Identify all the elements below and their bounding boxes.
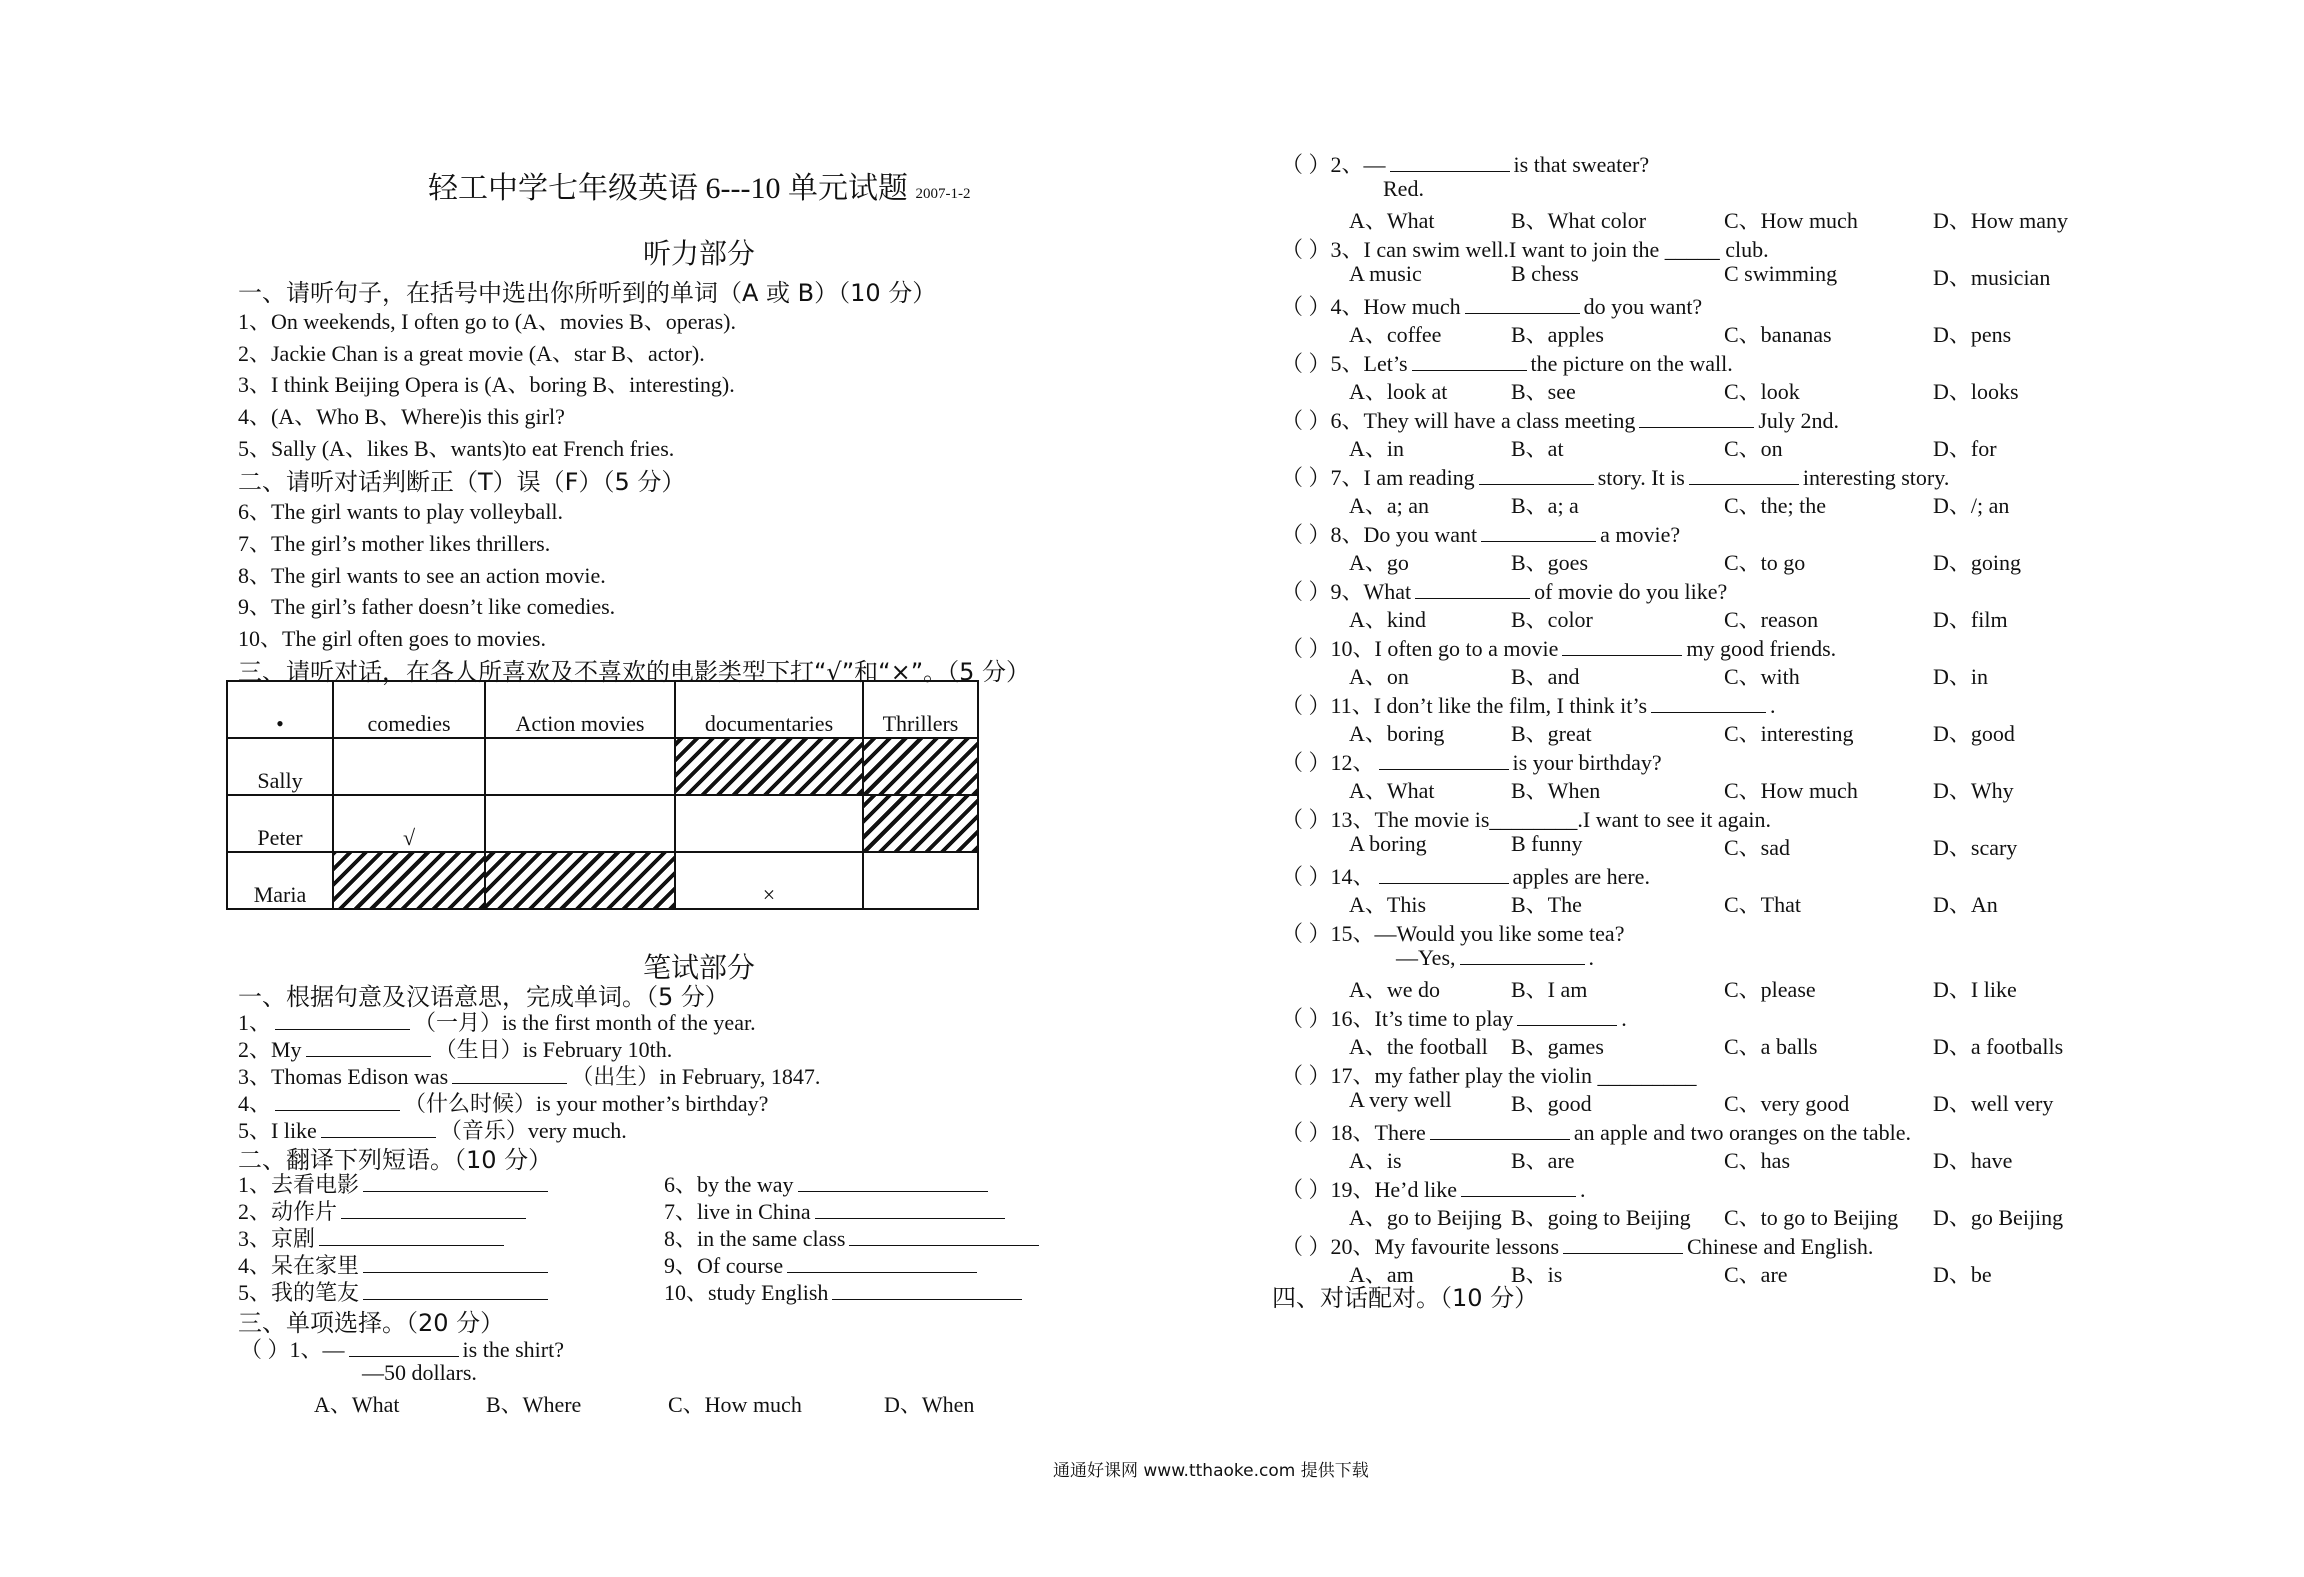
writing-section-title: 笔试部分 <box>643 951 756 984</box>
answer-blank[interactable] <box>306 1038 431 1057</box>
answer-blank[interactable] <box>832 1281 1022 1300</box>
option[interactable]: A、in <box>1349 436 1405 461</box>
option[interactable]: B、color <box>1511 607 1593 632</box>
fill-post: （音乐）very much. <box>439 1118 627 1143</box>
question-subline: —Yes, . <box>1396 945 1595 970</box>
answer-blank[interactable] <box>815 1200 1005 1219</box>
answer-bracket[interactable]: （ ） <box>1281 522 1331 547</box>
translate-prompt: 1、去看电影 <box>238 1172 360 1197</box>
mc-question-8 <box>1281 518 1680 549</box>
option[interactable]: C、interesting <box>1724 721 1854 746</box>
answer-blank[interactable] <box>1465 295 1580 314</box>
question-stem: 15、—Would you like some tea? <box>1330 921 1625 946</box>
question-stem: July 2nd. <box>1758 408 1840 433</box>
option[interactable]: D、looks <box>1933 379 2019 404</box>
option[interactable]: A、go to Beijing <box>1349 1205 1502 1230</box>
mc-question-20 <box>1281 1230 1873 1261</box>
answer-blank[interactable] <box>1379 751 1509 770</box>
answer-blank[interactable] <box>349 1338 459 1357</box>
answer-blank[interactable] <box>1651 694 1766 713</box>
translate-prompt: 7、live in China <box>664 1199 811 1224</box>
option[interactable]: D、film <box>1933 607 2008 632</box>
row-name-maria: Maria <box>227 852 333 909</box>
table-corner: • <box>227 681 333 738</box>
question-stem: is the shirt? <box>462 1337 564 1362</box>
title-date: 2007-1-2 <box>915 186 971 202</box>
answer-bracket[interactable]: （ ） <box>1281 807 1331 832</box>
mc-question-5 <box>1281 347 1733 378</box>
fill-pre: 4、 <box>238 1091 272 1116</box>
option[interactable]: B、see <box>1511 379 1576 404</box>
answer-blank[interactable] <box>1563 1235 1683 1254</box>
answer-blank[interactable] <box>1517 1007 1617 1026</box>
fill-pre: 3、Thomas Edison was <box>238 1064 449 1089</box>
answer-blank[interactable] <box>1639 409 1754 428</box>
option[interactable]: A、go <box>1349 550 1409 575</box>
question-stem: my good friends. <box>1686 636 1837 661</box>
option[interactable]: C、to go <box>1724 550 1806 575</box>
mc-question-9 <box>1281 575 1727 606</box>
list-item: 7、The girl’s mother likes thrillers. <box>238 531 551 556</box>
hatched-cell <box>863 738 978 795</box>
writing-part3-heading: 三、单项选择。（20 分） <box>238 1309 505 1337</box>
fill-pre: 5、I like <box>238 1118 317 1143</box>
translate-prompt: 8、in the same class <box>664 1226 846 1251</box>
question-stem: 18、There <box>1330 1120 1426 1145</box>
option[interactable]: D、/; an <box>1933 493 2010 518</box>
question-stem: 14、 <box>1330 864 1375 889</box>
list-item: 5、Sally (A、likes B、wants)to eat French fries. <box>238 436 675 461</box>
option[interactable]: A、This <box>1349 892 1427 917</box>
listening-part1-heading: 一、请听句子，在括号中选出你所听到的单词（A 或 B）（10 分） <box>238 279 937 307</box>
answer-blank[interactable] <box>1415 580 1530 599</box>
option[interactable]: A、is <box>1349 1148 1402 1173</box>
option[interactable]: B funny <box>1511 831 1583 856</box>
option[interactable]: D、go Beijing <box>1933 1205 2064 1230</box>
answer-blank[interactable] <box>452 1065 567 1084</box>
option[interactable]: A boring <box>1349 831 1427 856</box>
option[interactable]: D、How many <box>1933 208 2069 233</box>
option[interactable]: C、How much <box>668 1392 802 1417</box>
listening-section-title: 听力部分 <box>643 237 756 270</box>
col-header-documentaries: documentaries <box>675 681 863 738</box>
translate-prompt: 9、Of course <box>664 1253 784 1278</box>
writing-part1-heading: 一、根据句意及汉语意思，完成单词。（5 分） <box>238 983 729 1011</box>
option[interactable]: C、How much <box>1724 778 1858 803</box>
answer-bracket[interactable]: （ ） <box>1281 152 1331 177</box>
mc-question-13 <box>1281 803 1771 834</box>
option[interactable]: A、on <box>1349 664 1409 689</box>
option[interactable]: D、have <box>1933 1148 2013 1173</box>
question-stem: story. It is <box>1597 465 1685 490</box>
option[interactable]: C、look <box>1724 379 1800 404</box>
option[interactable]: D、good <box>1933 721 2015 746</box>
table-cell[interactable] <box>675 795 863 852</box>
answer-bracket[interactable]: （ ） <box>1281 1234 1331 1259</box>
answer-bracket[interactable]: （ ） <box>1281 1120 1331 1145</box>
option[interactable]: B、I am <box>1511 977 1588 1002</box>
question-stem: 7、I am reading <box>1330 465 1475 490</box>
option[interactable]: A、What <box>1349 208 1435 233</box>
table-cell[interactable]: × <box>675 852 863 909</box>
answer-blank[interactable] <box>1390 153 1510 172</box>
option[interactable]: B、and <box>1511 664 1580 689</box>
mc-question-19 <box>1281 1173 1585 1204</box>
question-stem: do you want? <box>1583 294 1703 319</box>
answer-blank[interactable] <box>321 1119 436 1138</box>
list-item: 2、Jackie Chan is a great movie (A、star B、actor). <box>238 341 705 366</box>
col-header-thrillers: Thrillers <box>863 681 978 738</box>
answer-blank[interactable] <box>1379 865 1509 884</box>
list-item: 9、The girl’s father doesn’t like comedies. <box>238 594 616 619</box>
question-stem: 16、It’s time to play <box>1330 1006 1514 1031</box>
col-header-action: Action movies <box>485 681 675 738</box>
option[interactable]: B、apples <box>1511 322 1604 347</box>
answer-blank[interactable] <box>1461 1178 1576 1197</box>
option[interactable]: A、look at <box>1349 379 1448 404</box>
row-name-sally: Sally <box>227 738 333 795</box>
option[interactable]: B、When <box>1511 778 1601 803</box>
answer-bracket[interactable]: （ ） <box>1281 351 1331 376</box>
mc-question-18 <box>1281 1116 1911 1147</box>
answer-bracket[interactable]: （ ） <box>1281 693 1331 718</box>
table-row <box>227 738 978 795</box>
question-stem: 20、My favourite lessons <box>1330 1234 1560 1259</box>
answer-blank[interactable] <box>798 1173 988 1192</box>
title-text: 轻工中学七年级英语 6---10 单元试题 <box>428 172 908 205</box>
table-header-row <box>227 681 978 738</box>
answer-blank[interactable] <box>341 1200 526 1219</box>
answer-blank[interactable] <box>1562 637 1682 656</box>
option[interactable]: A、the football <box>1349 1034 1488 1059</box>
list-item: 1、On weekends, I often go to (A、movies B、operas). <box>238 309 736 334</box>
option[interactable]: D、in <box>1933 664 1989 689</box>
mc-question-14 <box>1281 860 1650 891</box>
option[interactable]: C swimming <box>1724 261 1838 286</box>
option[interactable]: D、musician <box>1933 265 2051 290</box>
option[interactable]: A、a; an <box>1349 493 1430 518</box>
answer-blank[interactable] <box>275 1011 410 1030</box>
option[interactable]: C、very good <box>1724 1091 1850 1116</box>
option[interactable]: A、What <box>314 1392 400 1417</box>
option[interactable]: C、bananas <box>1724 322 1832 347</box>
option[interactable]: C、with <box>1724 664 1800 689</box>
option[interactable]: B、a; a <box>1511 493 1579 518</box>
translate-prompt: 10、study English <box>664 1280 829 1305</box>
option[interactable]: D、a footballs <box>1933 1034 2064 1059</box>
hatched-cell <box>675 738 863 795</box>
mc-question-12 <box>1281 746 1662 777</box>
answer-bracket[interactable]: （ ） <box>1281 636 1331 661</box>
answer-blank[interactable] <box>1412 352 1527 371</box>
answer-blank[interactable] <box>1430 1121 1570 1140</box>
question-stem: apples are here. <box>1512 864 1650 889</box>
listening-part2-heading: 二、请听对话判断正（T）误（F）（5 分） <box>238 468 686 496</box>
option[interactable]: B、good <box>1511 1091 1592 1116</box>
answer-blank[interactable] <box>849 1227 1039 1246</box>
option[interactable]: B、Where <box>486 1392 582 1417</box>
hatched-cell <box>333 852 485 909</box>
option[interactable]: B、going to Beijing <box>1511 1205 1691 1230</box>
answer-blank[interactable] <box>363 1173 548 1192</box>
writing-part2-heading: 二、翻译下列短语。（10 分） <box>238 1146 553 1174</box>
question-stem: 13、The movie is________.I want to see it again. <box>1330 807 1772 832</box>
option[interactable]: B、is <box>1511 1262 1563 1287</box>
fill-post: （什么时候）is your mother’s birthday? <box>404 1091 769 1116</box>
question-stem: 2、— <box>1330 152 1386 177</box>
answer-blank[interactable] <box>1481 523 1596 542</box>
option[interactable]: C、a balls <box>1724 1034 1818 1059</box>
option[interactable]: B、The <box>1511 892 1582 917</box>
answer-blank[interactable] <box>363 1281 548 1300</box>
question-stem: the picture on the wall. <box>1530 351 1733 376</box>
option[interactable]: D、for <box>1933 436 1997 461</box>
option[interactable]: C、please <box>1724 977 1816 1002</box>
option[interactable]: C、That <box>1724 892 1801 917</box>
fill-post: （出生）in February, 1847. <box>571 1064 821 1089</box>
table-cell[interactable] <box>333 738 485 795</box>
option[interactable]: B、at <box>1511 436 1564 461</box>
answer-bracket[interactable]: （ ） <box>1281 864 1331 889</box>
mc-question-7 <box>1281 461 1949 492</box>
answer-bracket[interactable]: （ ） <box>1281 750 1331 775</box>
answer-bracket[interactable]: （ ） <box>1281 465 1331 490</box>
question-stem: of movie do you like? <box>1534 579 1728 604</box>
question-stem: 9、What <box>1330 579 1412 604</box>
fill-pre: 1、 <box>238 1010 272 1035</box>
hatched-cell <box>485 852 675 909</box>
question-stem: . <box>1621 1006 1627 1031</box>
mc-question-6 <box>1281 404 1839 435</box>
translate-prompt: 6、by the way <box>664 1172 794 1197</box>
table-cell[interactable] <box>485 795 675 852</box>
subline-text: Red. <box>1383 176 1424 201</box>
answer-bracket[interactable]: （ ） <box>1281 1063 1331 1088</box>
footer-credit: 通通好课网 www.tthaoke.com 提供下载 <box>1053 1461 1369 1481</box>
question-stem: 12、 <box>1330 750 1375 775</box>
question-stem: interesting story. <box>1802 465 1950 490</box>
answer-blank[interactable] <box>787 1254 977 1273</box>
answer-blank[interactable] <box>1479 466 1594 485</box>
option[interactable]: D、be <box>1933 1262 1992 1287</box>
option[interactable]: D、going <box>1933 550 2022 575</box>
option[interactable]: B、What color <box>1511 208 1647 233</box>
fill-post: （一月）is the first month of the year. <box>414 1010 756 1035</box>
option[interactable]: C、to go to Beijing <box>1724 1205 1899 1230</box>
table-row <box>227 852 978 909</box>
question-stem: . <box>1579 1177 1586 1202</box>
mc-question-11 <box>1281 689 1776 720</box>
option[interactable]: A music <box>1349 261 1422 286</box>
option[interactable]: C、on <box>1724 436 1783 461</box>
translate-prompt: 3、京剧 <box>238 1226 316 1251</box>
list-item: 4、(A、Who B、Where)is this girl? <box>238 404 565 429</box>
translate-prompt: 4、呆在家里 <box>238 1253 360 1278</box>
fill-pre: 2、My <box>238 1037 302 1062</box>
row-name-peter: Peter <box>227 795 333 852</box>
question-stem: 5、Let’s <box>1330 351 1408 376</box>
question-stem: 1、— <box>289 1337 345 1362</box>
option[interactable]: A very well <box>1349 1087 1452 1112</box>
question-stem: an apple and two oranges on the table. <box>1573 1120 1912 1145</box>
answer-bracket[interactable]: （ ） <box>1281 1006 1331 1031</box>
option[interactable]: A、kind <box>1349 607 1427 632</box>
list-item: 8、The girl wants to see an action movie. <box>238 563 606 588</box>
hatched-cell <box>863 795 978 852</box>
answer-bracket[interactable]: （ ） <box>1281 921 1331 946</box>
question-stem: is that sweater? <box>1513 152 1650 177</box>
translate-prompt: 5、我的笔友 <box>238 1280 360 1305</box>
option[interactable]: C、the; the <box>1724 493 1827 518</box>
question-stem: 6、They will have a class meeting <box>1330 408 1636 433</box>
answer-blank[interactable] <box>275 1092 400 1111</box>
question-stem: 8、Do you want <box>1330 522 1478 547</box>
option[interactable]: D、I like <box>1933 977 2017 1002</box>
question-stem: 11、I don’t like the film, I think it’s <box>1330 693 1648 718</box>
question-stem: a movie? <box>1600 522 1681 547</box>
answer-bracket[interactable]: （ ） <box>1281 408 1331 433</box>
list-item: 10、The girl often goes to movies. <box>238 626 546 651</box>
option[interactable]: C、reason <box>1724 607 1819 632</box>
answer-blank[interactable] <box>1460 946 1585 965</box>
option[interactable]: A、coffee <box>1349 322 1442 347</box>
option[interactable]: B、great <box>1511 721 1592 746</box>
answer-blank[interactable] <box>319 1227 504 1246</box>
list-item: 6、The girl wants to play volleyball. <box>238 499 564 524</box>
listening-part3-heading: 三、请听对话，在各人所喜欢及不喜欢的电影类型下打“√”和“×”。（5 分） <box>238 658 1031 686</box>
answer-bracket[interactable]: （ ） <box>1281 294 1331 319</box>
mc-question-4 <box>1281 290 1702 321</box>
answer-bracket[interactable]: （ ） <box>240 1337 290 1362</box>
mc-question-17 <box>1281 1059 1697 1090</box>
answer-bracket[interactable]: （ ） <box>1281 1177 1331 1202</box>
question-stem: Chinese and English. <box>1687 1234 1874 1259</box>
option[interactable]: B chess <box>1511 261 1579 286</box>
answer-blank[interactable] <box>1689 466 1799 485</box>
answer-bracket[interactable]: （ ） <box>1281 579 1331 604</box>
mc-question-15 <box>1281 917 1624 948</box>
option[interactable]: C、How much <box>1724 208 1858 233</box>
option[interactable]: A、we do <box>1349 977 1441 1002</box>
option[interactable]: D、When <box>884 1392 975 1417</box>
option[interactable]: C、has <box>1724 1148 1791 1173</box>
answer-bracket[interactable]: （ ） <box>1281 237 1331 262</box>
option[interactable]: A、boring <box>1349 721 1445 746</box>
mc-question-16 <box>1281 1002 1627 1033</box>
option[interactable]: C、are <box>1724 1262 1788 1287</box>
question-line2: —50 dollars. <box>362 1360 477 1385</box>
subline-text: —Yes, <box>1396 945 1456 970</box>
option[interactable]: D、Why <box>1933 778 2014 803</box>
table-cell[interactable] <box>863 852 978 909</box>
part4-heading: 四、对话配对。（10 分） <box>1272 1284 1539 1312</box>
question-stem: . <box>1770 693 1776 718</box>
option[interactable]: B、are <box>1511 1148 1575 1173</box>
table-cell[interactable] <box>485 738 675 795</box>
col-header-comedies: comedies <box>333 681 485 738</box>
option[interactable]: D、scary <box>1933 835 2018 860</box>
option[interactable]: D、pens <box>1933 322 2012 347</box>
option[interactable]: B、goes <box>1511 550 1589 575</box>
answer-blank[interactable] <box>363 1254 548 1273</box>
option[interactable]: B、games <box>1511 1034 1604 1059</box>
table-row <box>227 795 978 852</box>
list-item: 3、I think Beijing Opera is (A、boring B、interesting). <box>238 372 735 397</box>
question-stem: 3、I can swim well.I want to join the _____ club. <box>1330 237 1769 262</box>
translate-item <box>664 1276 1026 1307</box>
mc-question-10 <box>1281 632 1836 663</box>
option[interactable]: C、sad <box>1724 835 1791 860</box>
option[interactable]: D、well very <box>1933 1091 2054 1116</box>
option[interactable]: A、am <box>1349 1262 1414 1287</box>
fill-post: （生日）is February 10th. <box>434 1037 673 1062</box>
option[interactable]: A、What <box>1349 778 1435 803</box>
question-stem: is your birthday? <box>1512 750 1662 775</box>
table-cell[interactable]: √ <box>333 795 485 852</box>
page-title <box>428 163 970 207</box>
question-stem: 10、I often go to a movie <box>1330 636 1559 661</box>
mc-question-2 <box>1281 148 1649 179</box>
option[interactable]: D、An <box>1933 892 1998 917</box>
translate-prompt: 2、动作片 <box>238 1199 338 1224</box>
mc-question-3 <box>1281 233 1769 264</box>
question-subline <box>1383 176 1424 202</box>
question-stem: 4、How much <box>1330 294 1461 319</box>
movie-preference-table <box>226 680 979 910</box>
question-stem: 19、He’d like <box>1330 1177 1457 1202</box>
question-stem: 17、my father play the violin _________ <box>1330 1063 1697 1088</box>
